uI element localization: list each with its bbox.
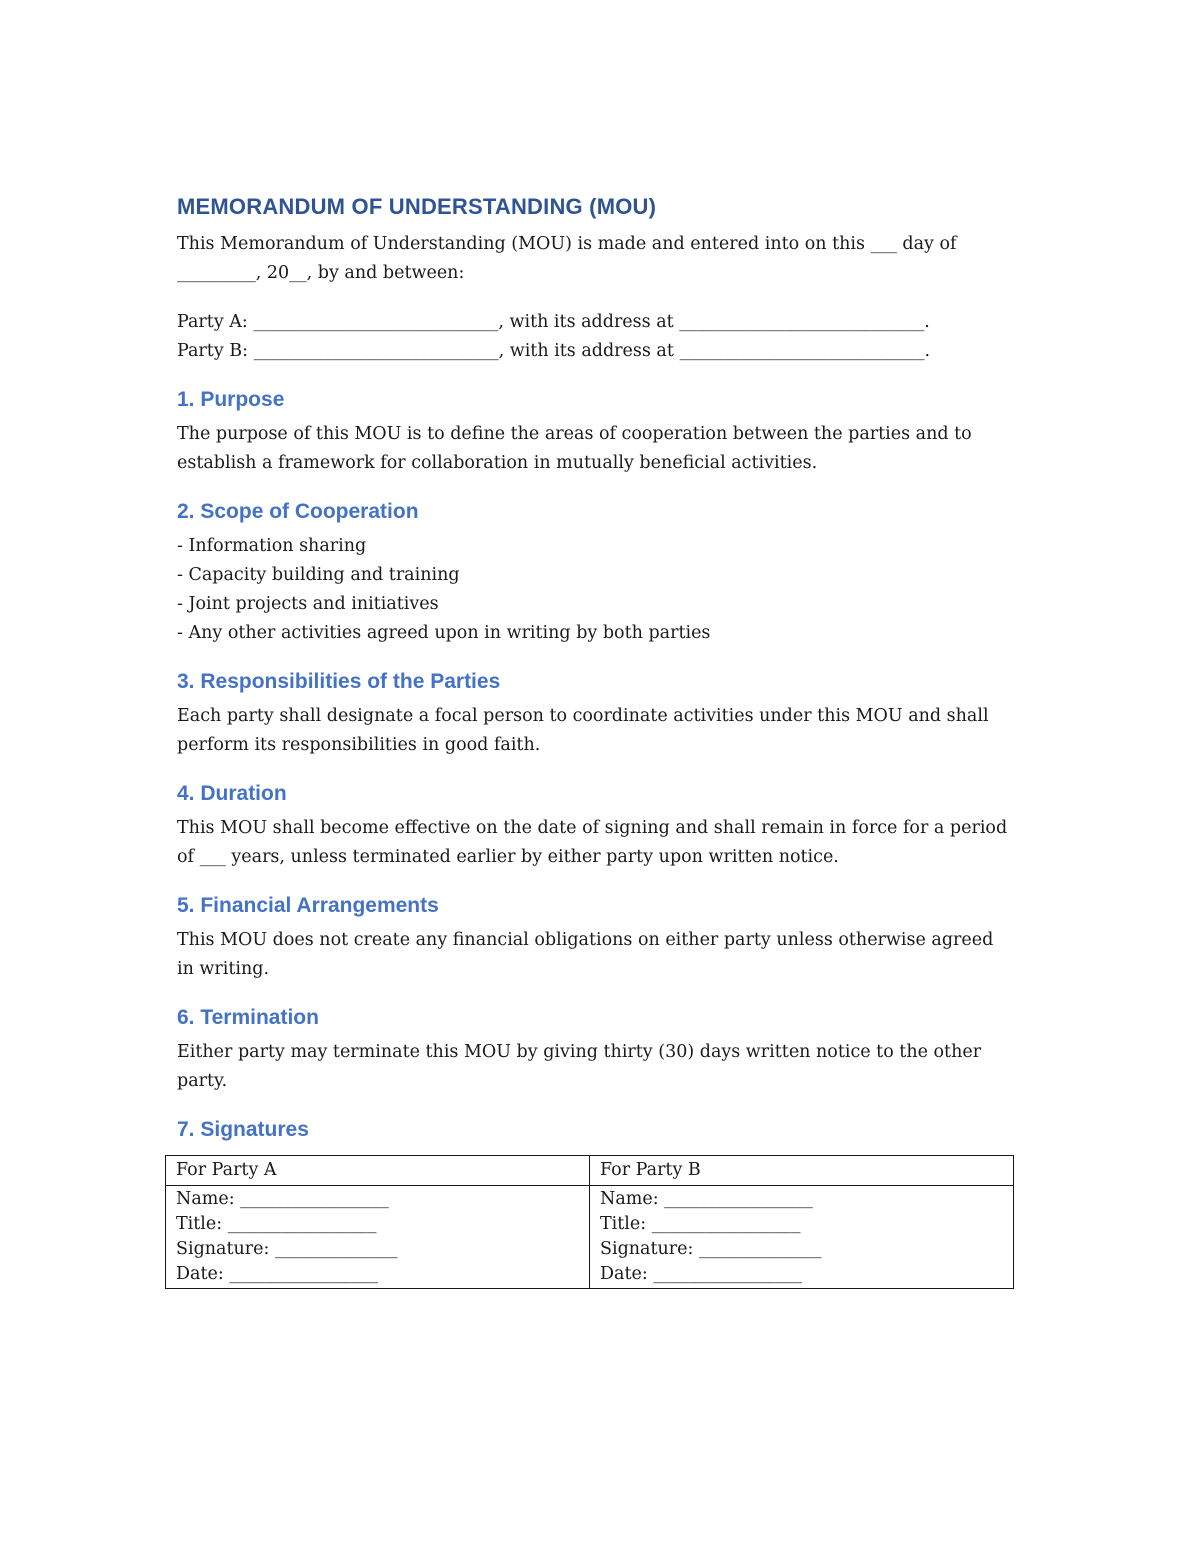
list-item: - Capacity building and training [177, 565, 460, 585]
party-a-signature-cell [166, 1186, 590, 1289]
paragraph-line: in writing. [177, 959, 270, 979]
signature-field: Signature: ______________ [600, 1239, 822, 1259]
responsibilities-paragraph [177, 702, 1025, 760]
signature-table [165, 1155, 1014, 1289]
intro-line: This Memorandum of Understanding (MOU) is made and entered into on this ___ day of [177, 234, 957, 254]
date-field: Date: _________________ [600, 1264, 803, 1284]
list-item: - Joint projects and initiatives [177, 594, 439, 614]
name-field: Name: _________________ [176, 1189, 389, 1209]
paragraph-line: perform its responsibilities in good faith. [177, 735, 541, 755]
paragraph-line: establish a framework for collaboration in mutually beneficial activities. [177, 453, 818, 473]
section-heading-financial: 5. Financial Arrangements [177, 894, 439, 917]
intro-paragraph [177, 230, 1025, 288]
scope-list [177, 532, 1025, 648]
party-b-header: For Party B [590, 1156, 1014, 1186]
section-heading-responsibilities: 3. Responsibilities of the Parties [177, 670, 501, 693]
intro-line: _________, 20__, by and between: [177, 263, 465, 283]
document-title: MEMORANDUM OF UNDERSTANDING (MOU) [177, 194, 657, 219]
party-b-signature-cell [590, 1186, 1014, 1289]
title-field: Title: _________________ [176, 1214, 377, 1234]
paragraph-line: The purpose of this MOU is to define the areas of cooperation between the parties and to [177, 424, 972, 444]
section-heading-termination: 6. Termination [177, 1006, 319, 1029]
duration-paragraph [177, 814, 1025, 872]
list-item: - Any other activities agreed upon in writing by both parties [177, 623, 711, 643]
signature-field: Signature: ______________ [176, 1239, 398, 1259]
purpose-paragraph [177, 420, 1025, 478]
section-heading-purpose: 1. Purpose [177, 388, 285, 411]
date-field: Date: _________________ [176, 1264, 379, 1284]
party-a-line: Party A: ____________________________, with its address at ____________________________. [177, 312, 930, 332]
list-item: - Information sharing [177, 536, 367, 556]
party-a-header: For Party A [166, 1156, 590, 1186]
paragraph-line: This MOU does not create any financial obligations on either party unless otherwise agreed [177, 930, 994, 950]
paragraph-line: Either party may terminate this MOU by giving thirty (30) days written notice to the other [177, 1042, 982, 1062]
section-heading-scope: 2. Scope of Cooperation [177, 500, 419, 523]
section-heading-duration: 4. Duration [177, 782, 287, 805]
section-heading-signatures: 7. Signatures [177, 1118, 309, 1141]
paragraph-line: Each party shall designate a focal person to coordinate activities under this MOU and shall [177, 706, 989, 726]
name-field: Name: _________________ [600, 1189, 813, 1209]
party-b-line: Party B: ____________________________, with its address at ____________________________. [177, 341, 931, 361]
parties-block [177, 308, 1025, 366]
paragraph-line: of ___ years, unless terminated earlier by either party upon written notice. [177, 847, 839, 867]
financial-paragraph [177, 926, 1025, 984]
termination-paragraph [177, 1038, 1025, 1096]
signature-fields-row [166, 1186, 1014, 1289]
paragraph-line: This MOU shall become effective on the date of signing and shall remain in force for a period [177, 818, 1008, 838]
signature-table-header-row [166, 1156, 1014, 1186]
document-page [177, 192, 1025, 1150]
title-field: Title: _________________ [600, 1214, 801, 1234]
paragraph-line: party. [177, 1071, 228, 1091]
